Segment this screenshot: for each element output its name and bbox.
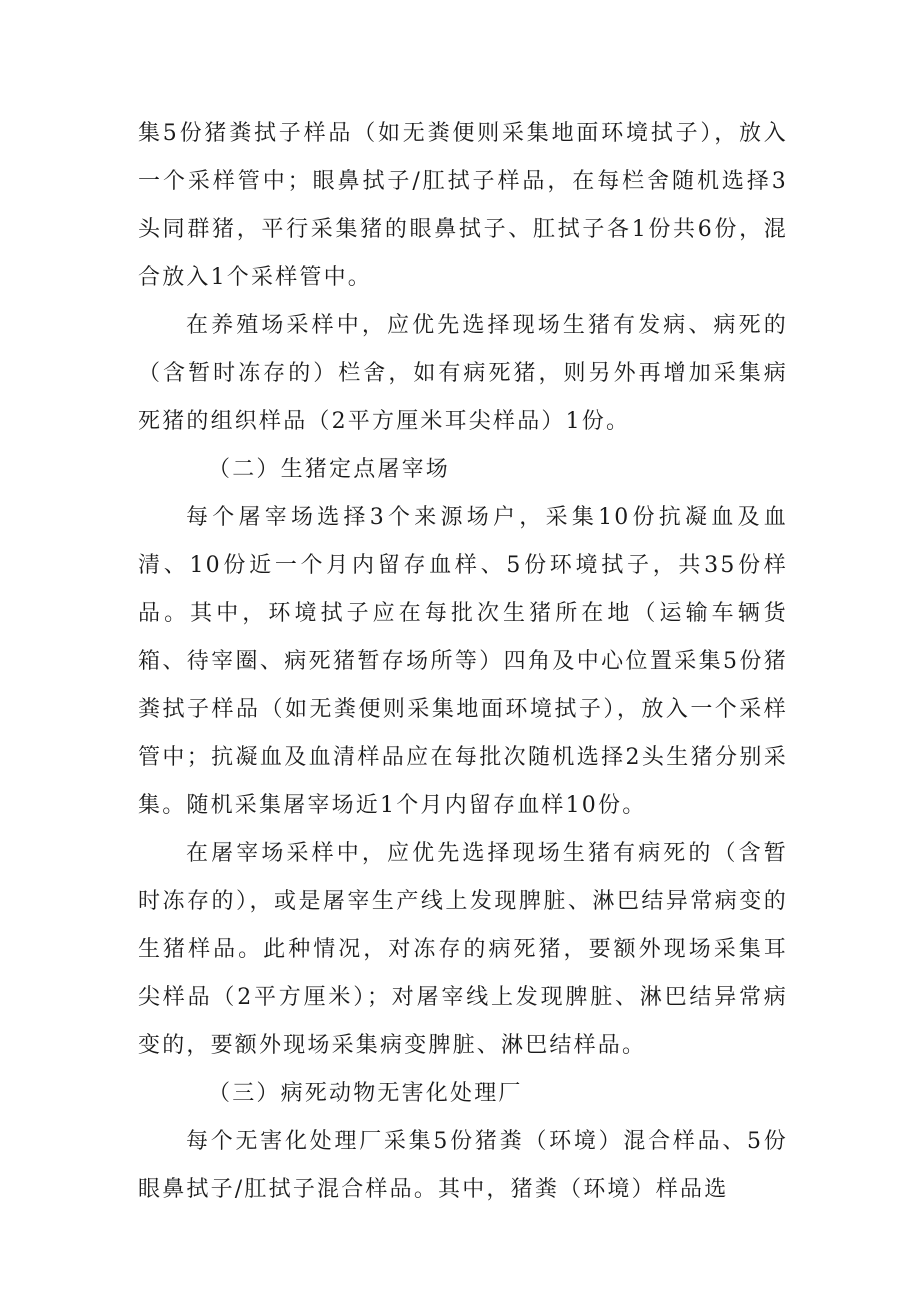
paragraph-rendering-plant-sampling: 每个无害化处理厂采集5份猪粪（环境）混合样品、5份眼鼻拭子/肛拭子混合样品。其中，猪粪（环境）样品选: [138, 1129, 788, 1202]
section-heading-rendering-plant: （三）病死动物无害化处理厂: [208, 1081, 523, 1106]
paragraph-continued: 集5份猪粪拭子样品（如无粪便则采集地面环境拭子），放入一个采样管中；眼鼻拭子/肛拭子样品，在每栏舍随机选择3头同群猪，平行采集猪的眼鼻拭子、肛拭子各1份共6份，混合放入1个采样管中。: [138, 121, 788, 290]
document-page: [138, 110, 788, 1214]
paragraph-farm-sampling-priority: 在养殖场采样中，应优先选择现场生猪有发病、病死的（含暂时冻存的）栏舍，如有病死猪，则另外再增加采集病死猪的组织样品（2平方厘米耳尖样品）1份。: [138, 313, 788, 434]
paragraph-slaughterhouse-sampling: 每个屠宰场选择3个来源场户，采集10份抗凝血及血清、10份近一个月内留存血样、5份环境拭子，共35份样品。其中，环境拭子应在每批次生猪所在地（运输车辆货箱、待宰圈、病死猪暂存场所等）四角及中心位置采集5份猪粪拭子样品（如无粪便则采集地面环境拭子），放入一个采样管中；抗凝血及血清样品应在每批次随机选择2头生猪分别采集。随机采集屠宰场近1个月内留存血样10份。: [138, 505, 788, 818]
section-heading-slaughterhouse: （二）生猪定点屠宰场: [208, 457, 451, 482]
paragraph-slaughterhouse-priority: 在屠宰场采样中，应优先选择现场生猪有病死的（含暂时冻存的），或是屠宰生产线上发现脾脏、淋巴结异常病变的生猪样品。此种情况，对冻存的病死猪，要额外现场采集耳尖样品（2平方厘米）；对屠宰线上发现脾脏、淋巴结异常病变的，要额外现场采集病变脾脏、淋巴结样品。: [138, 841, 788, 1058]
